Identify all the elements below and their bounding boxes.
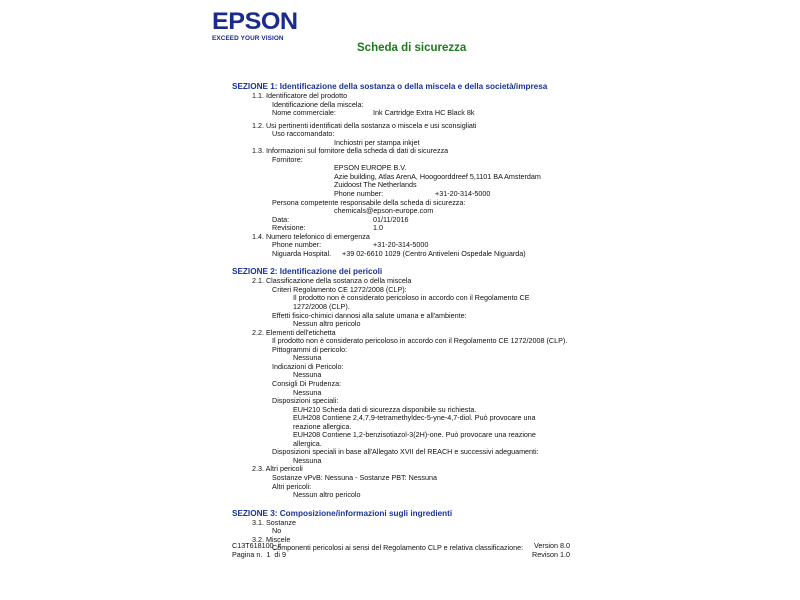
euh208-b-text: EUH208 Contiene 1,2-benzisotiazol-3(2H)-one. Può provocare una reazione allergica. [293, 430, 536, 448]
trade-name-value: Ink Cartridge Extra HC Black 8k [373, 108, 475, 118]
logo-wordmark: EPSON [212, 8, 298, 35]
supplier-phone-label: Phone number: [334, 189, 384, 199]
revision-label: Revisione: [272, 223, 306, 233]
responsible-email: chemicals@epson-europe.com [334, 206, 434, 216]
date-value: 01/11/2016 [373, 214, 409, 224]
supplier-address: Azie building, Atlas ArenA, Hoogoorddreef 5,1101 BA Amsterdam [334, 171, 541, 181]
page-number: Pagina n. 1 di 9 [232, 550, 286, 559]
effects-value: Nessun altro pericolo [293, 319, 361, 329]
hospital-row [232, 250, 577, 259]
page-footer [232, 541, 570, 559]
emergency-phone-label: Phone number: [272, 240, 322, 250]
mixture-identification: Identificazione della miscela: [272, 99, 364, 109]
revision-value: 1.0 [373, 223, 383, 233]
emergency-phone-value: +31-20-314-5000 [373, 240, 429, 250]
subsection-1-1: 1.1. Identificatore del prodotto [252, 91, 348, 100]
recommended-use-value: Inchiostri per stampa inkjet [334, 137, 420, 147]
vpvb-pbt-text: Sostanze vPvB: Nessuna - Sostanze PBT: Nessuna [272, 472, 437, 482]
document-body [232, 82, 577, 553]
other-hazards-label: Altri pericoli: [272, 481, 312, 491]
subsection-1-2: 1.2. Usi pertinenti identificati della sostanza o miscela e usi sconsigliati [252, 120, 477, 130]
special-provisions-label: Disposizioni speciali: [272, 396, 339, 406]
epson-logo [212, 8, 298, 42]
hazard-statements-label: Indicazioni di Pericolo: [272, 361, 344, 371]
euh210-text: EUH210 Scheda dati di sicurezza disponibile su richiesta. [293, 404, 477, 414]
section-1-heading: SEZIONE 1: Identificazione della sostanza o della miscela e della società/impresa [232, 82, 548, 91]
footer-row-1 [232, 541, 570, 550]
document-title: Scheda di sicurezza [357, 42, 467, 54]
trade-name-label: Nome commerciale: [272, 108, 336, 118]
footer-row-2 [232, 550, 570, 559]
hazard-statements-value: Nessuna [293, 370, 322, 380]
reach-annex-value: Nessuna [293, 455, 322, 465]
precautionary-label: Consigli Di Prudenza: [272, 378, 342, 388]
subsection-2-2: 2.2. Elementi dell'etichetta [252, 327, 336, 337]
revision-text: Revison 1.0 [532, 550, 570, 559]
mixtures-text: Componenti pericolosi ai sensi del Regolamento CLP e relativa classificazione: [272, 543, 524, 553]
date-label: Data: [272, 214, 290, 224]
trade-name-row [232, 109, 577, 118]
supplier-phone-value: +31-20-314-5000 [435, 189, 491, 199]
supplier-company: EPSON EUROPE B.V. [334, 163, 407, 173]
subsection-2-3: 2.3. Altri pericoli [252, 464, 303, 474]
subsection-3-2: 3.2. Miscele [252, 534, 291, 544]
clp-criteria-text: Il prodotto non è considerato pericoloso in accordo con il Regolamento CE 1272/2008 (CLP). [293, 293, 530, 312]
label-elements-text: Il prodotto non è considerato pericoloso in accordo con il Regolamento CE 1272/2008 (CLP). [272, 336, 568, 346]
pictograms-label: Pittogrammi di pericolo: [272, 344, 348, 354]
section-2-heading: SEZIONE 2: Identificazione dei pericoli [232, 267, 383, 277]
substances-value: No [272, 526, 282, 536]
supplier-city: Zuidoost The Netherlands [334, 180, 417, 190]
recommended-use-label: Uso raccomandato: [272, 129, 335, 139]
other-hazards-value: Nessun altro pericolo [293, 490, 361, 500]
doc-code: C13T618100_it [232, 541, 282, 550]
logo-tagline: EXCEED YOUR VISION [212, 35, 284, 42]
supplier-label: Fornitore: [272, 154, 303, 164]
effects-label: Effetti fisico-chimici dannosi alla salute umana e all'ambiente: [272, 310, 467, 320]
hospital-value: +39 02-6610 1029 (Centro Antiveleni Ospedale Niguarda) [342, 248, 526, 258]
responsible-person-label: Persona competente responsabile della scheda di sicurezza: [272, 197, 466, 207]
clp-criteria-label: Criteri Regolamento CE 1272/2008 (CLP): [272, 284, 407, 294]
pictograms-value: Nessuna [293, 353, 322, 363]
euh208-a-text: EUH208 Contiene 2,4,7,9-tetramethyldec-5-yne-4,7-diol. Può provocare una reazione allergica. [293, 413, 536, 431]
precautionary-value: Nessuna [293, 387, 322, 397]
hospital-label: Niguarda Hospital. [272, 248, 332, 258]
reach-annex-label: Disposizioni speciali in base all'Allegato XVII del REACH e successivi adeguamenti: [272, 447, 539, 457]
section-3-heading: SEZIONE 3: Composizione/informazioni sugli ingredienti [232, 508, 453, 518]
subsection-1-3: 1.3. Informazioni sul fornitore della scheda di dati di sicurezza [252, 146, 449, 156]
subsection-1-4: 1.4. Numero telefonico di emergenza [252, 231, 370, 241]
subsection-2-1: 2.1. Classificazione della sostanza o della miscela [252, 276, 412, 286]
subsection-3-1: 3.1. Sostanze [252, 517, 296, 527]
version-text: Version 8.0 [534, 541, 570, 550]
